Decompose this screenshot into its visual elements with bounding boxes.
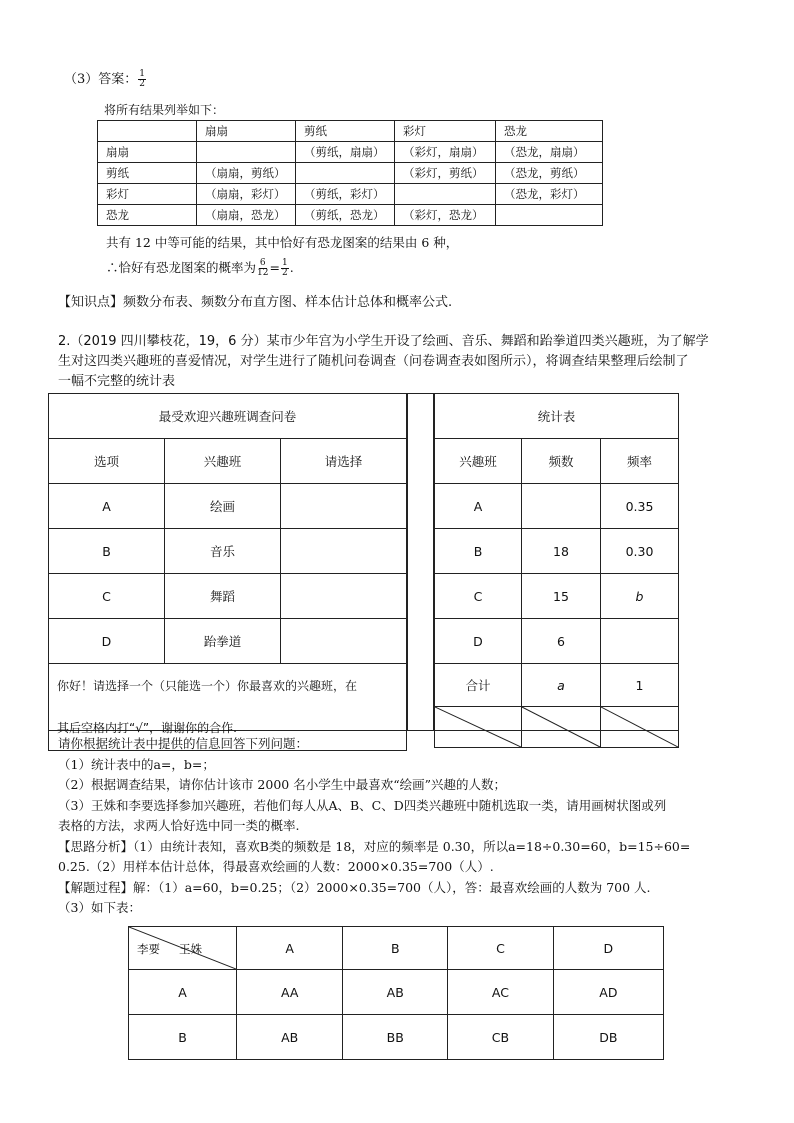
analysis-line1: 【思路分析】（1）由统计表知，喜欢B类的频数是 18，对应的频率是 0.30，所以a=18÷0.30=60，b=15÷60= xyxy=(58,838,691,854)
table-row xyxy=(435,619,679,664)
part3-conclusion: ∴恰好有恐龙图案的概率为 $\frac{6}{12}$ = $\frac{1}{2}$ . xyxy=(106,258,294,278)
table-row xyxy=(98,142,603,163)
table-cell: 18 xyxy=(522,529,601,574)
table-cell: B xyxy=(435,529,522,574)
table-cell: 恐龙 xyxy=(496,121,603,142)
table-row xyxy=(129,970,664,1015)
table-cell: 选项 xyxy=(49,439,165,484)
table-row xyxy=(435,394,679,439)
table-row xyxy=(435,664,679,707)
table-cell: CB xyxy=(448,1015,554,1060)
table-cell: 扇扇 xyxy=(98,142,197,163)
divider-strip xyxy=(407,393,434,731)
knowledge-point: 【知识点】频数分布表、频数分布直方图、样本估计总体和概率公式. xyxy=(58,295,453,310)
table-row xyxy=(435,484,679,529)
table-row xyxy=(49,529,407,574)
table-cell: 兴趣班 xyxy=(435,439,522,484)
survey-choice-cell[interactable] xyxy=(281,574,407,619)
table-row xyxy=(98,184,603,205)
analysis-line2: 0.25.（2）用样本估计总体，得最喜欢绘画的人数：2000×0.35=700（人）. xyxy=(58,859,494,874)
table-cell: （剪纸，恐龙） xyxy=(296,205,395,226)
part3-answer xyxy=(64,68,147,89)
table-cell: （扇扇，彩灯） xyxy=(197,184,296,205)
table-cell: 绘画 xyxy=(165,484,281,529)
table-cell: AA xyxy=(237,970,343,1015)
solution-process: 【解题过程】解：（1）a=60，b=0.25；（2）2000×0.35=700（人），答：最喜欢绘画的人数为 700 人. xyxy=(58,879,651,895)
table-row xyxy=(435,574,679,619)
survey-choice-cell[interactable] xyxy=(281,484,407,529)
table-cell: C xyxy=(448,927,554,970)
table-cell: 彩灯 xyxy=(395,121,496,142)
table-cell: C xyxy=(49,574,165,619)
table-cell: （扇扇，恐龙） xyxy=(197,205,296,226)
table-cell xyxy=(496,205,603,226)
results-table xyxy=(97,120,603,226)
table-cell: BB xyxy=(343,1015,448,1060)
table-cell: 合计 xyxy=(435,664,522,707)
table-cell: （恐龙，扇扇） xyxy=(496,142,603,163)
part3-summary: 共有 12 中等可能的结果，其中恰好有恐龙图案的结果由 6 种， xyxy=(106,235,459,250)
table-cell xyxy=(601,619,679,664)
table-cell xyxy=(98,121,197,142)
table-cell: A xyxy=(129,970,237,1015)
table-cell xyxy=(395,184,496,205)
table-cell: 频率 xyxy=(601,439,679,484)
table-cell: 兴趣班 xyxy=(165,439,281,484)
fraction: $\frac{6}{12}$ xyxy=(257,258,269,278)
table-cell: 跆拳道 xyxy=(165,619,281,664)
part3-intro: 将所有结果列举如下： xyxy=(104,103,225,117)
table-cell: （剪纸，扇扇） xyxy=(296,142,395,163)
survey-note: 你好！请选择一个（只能选一个）你最喜欢的兴趣班，在 其后空格内打“√”，谢谢你的合作. xyxy=(49,664,407,751)
table-cell: 扇扇 xyxy=(197,121,296,142)
question-3-line2: 表格的方法，求两人恰好选中同一类的概率. xyxy=(58,818,300,833)
table-cell: 15 xyxy=(522,574,601,619)
corner-cell xyxy=(129,927,237,970)
table-cell: （恐龙，剪纸） xyxy=(496,163,603,184)
table-cell: D xyxy=(435,619,522,664)
table-cell: 频数 xyxy=(522,439,601,484)
survey-choice-cell[interactable] xyxy=(281,529,407,574)
table-cell: AB xyxy=(237,1015,343,1060)
corner-label-right: 王姝 xyxy=(179,942,202,956)
table-cell: 请选择 xyxy=(281,439,407,484)
stats-table xyxy=(434,393,679,748)
table-row xyxy=(98,163,603,184)
corner-label-left: 李要 xyxy=(137,942,160,956)
question-1: （1）统计表中的a=，b=； xyxy=(58,756,215,772)
table-row xyxy=(49,394,407,439)
table-cell: （剪纸，彩灯） xyxy=(296,184,395,205)
table-cell: 舞蹈 xyxy=(165,574,281,619)
question-2-text: （2）根据调查结果，请你估计该市 2000 名小学生中最喜欢“绘画”兴趣的人数； xyxy=(58,777,506,792)
table-cell: 剪纸 xyxy=(98,163,197,184)
table-row xyxy=(435,439,679,484)
table-cell: （彩灯，恐龙） xyxy=(395,205,496,226)
table-cell: （恐龙，彩灯） xyxy=(496,184,603,205)
question-line: 生对这四类兴趣班的喜爱情况，对学生进行了随机问卷调查（问卷调查表如图所示），将调查结果整理后绘制了 xyxy=(58,354,689,369)
table-row xyxy=(49,619,407,664)
table-cell: （扇扇，剪纸） xyxy=(197,163,296,184)
table-cell: A xyxy=(237,927,343,970)
table-cell: 音乐 xyxy=(165,529,281,574)
table-cell: B xyxy=(343,927,448,970)
answer-fraction: $\frac{1}{2}$ xyxy=(139,69,146,89)
table-cell: 0.35 xyxy=(601,484,679,529)
question-line: 2.（2019 四川攀枝花，19，6 分）某市少年宫为小学生开设了绘画、音乐、舞蹈和跆拳道四类兴趣班，为了解学 xyxy=(58,334,709,349)
questions-block xyxy=(58,734,758,919)
survey-choice-cell[interactable] xyxy=(281,619,407,664)
table-cell xyxy=(522,484,601,529)
table-cell: C xyxy=(435,574,522,619)
table-cell: AB xyxy=(343,970,448,1015)
table-cell: （彩灯，扇扇） xyxy=(395,142,496,163)
table-cell: D xyxy=(553,927,663,970)
table-cell: 6 xyxy=(522,619,601,664)
table-row xyxy=(49,484,407,529)
table-cell: 彩灯 xyxy=(98,184,197,205)
table-cell: 1 xyxy=(601,664,679,707)
table-cell: DB xyxy=(553,1015,663,1060)
table-cell: 恐龙 xyxy=(98,205,197,226)
table-row xyxy=(49,574,407,619)
table-cell: B xyxy=(129,1015,237,1060)
table-row xyxy=(49,439,407,484)
table-cell xyxy=(197,142,296,163)
fraction: $\frac{1}{2}$ xyxy=(281,258,288,278)
table-cell: AC xyxy=(448,970,554,1015)
question-line: 一幅不完整的统计表 xyxy=(58,374,176,389)
table-cell: A xyxy=(435,484,522,529)
stats-title: 统计表 xyxy=(435,394,679,439)
table-row xyxy=(98,205,603,226)
table-cell: D xyxy=(49,619,165,664)
table-row xyxy=(129,1015,664,1060)
table-cell: 剪纸 xyxy=(296,121,395,142)
survey-title: 最受欢迎兴趣班调查问卷 xyxy=(49,394,407,439)
part3-label: （3）答案： xyxy=(64,72,138,87)
question-3-line1: （3）王姝和李要选择参加兴趣班，若他们每人从A、B、C、D四类兴趣班中随机选取一类，请用画树状图或列 xyxy=(58,797,667,813)
table-cell: A xyxy=(49,484,165,529)
table-cell: 0.30 xyxy=(601,529,679,574)
questions-intro: 请你根据统计表中提供的信息回答下列问题： xyxy=(58,736,309,751)
table-cell: b xyxy=(601,574,679,619)
table-cell: a xyxy=(522,664,601,707)
table-cell: B xyxy=(49,529,165,574)
table-cell xyxy=(296,163,395,184)
solution-part3: （3）如下表： xyxy=(58,900,141,915)
table-cell: （彩灯，剪纸） xyxy=(395,163,496,184)
table-cell: AD xyxy=(553,970,663,1015)
question-2 xyxy=(58,332,748,392)
table-row xyxy=(129,927,664,970)
survey-table xyxy=(48,393,407,751)
outcome-grid xyxy=(128,926,664,1060)
table-row xyxy=(98,121,603,142)
table-row xyxy=(435,529,679,574)
